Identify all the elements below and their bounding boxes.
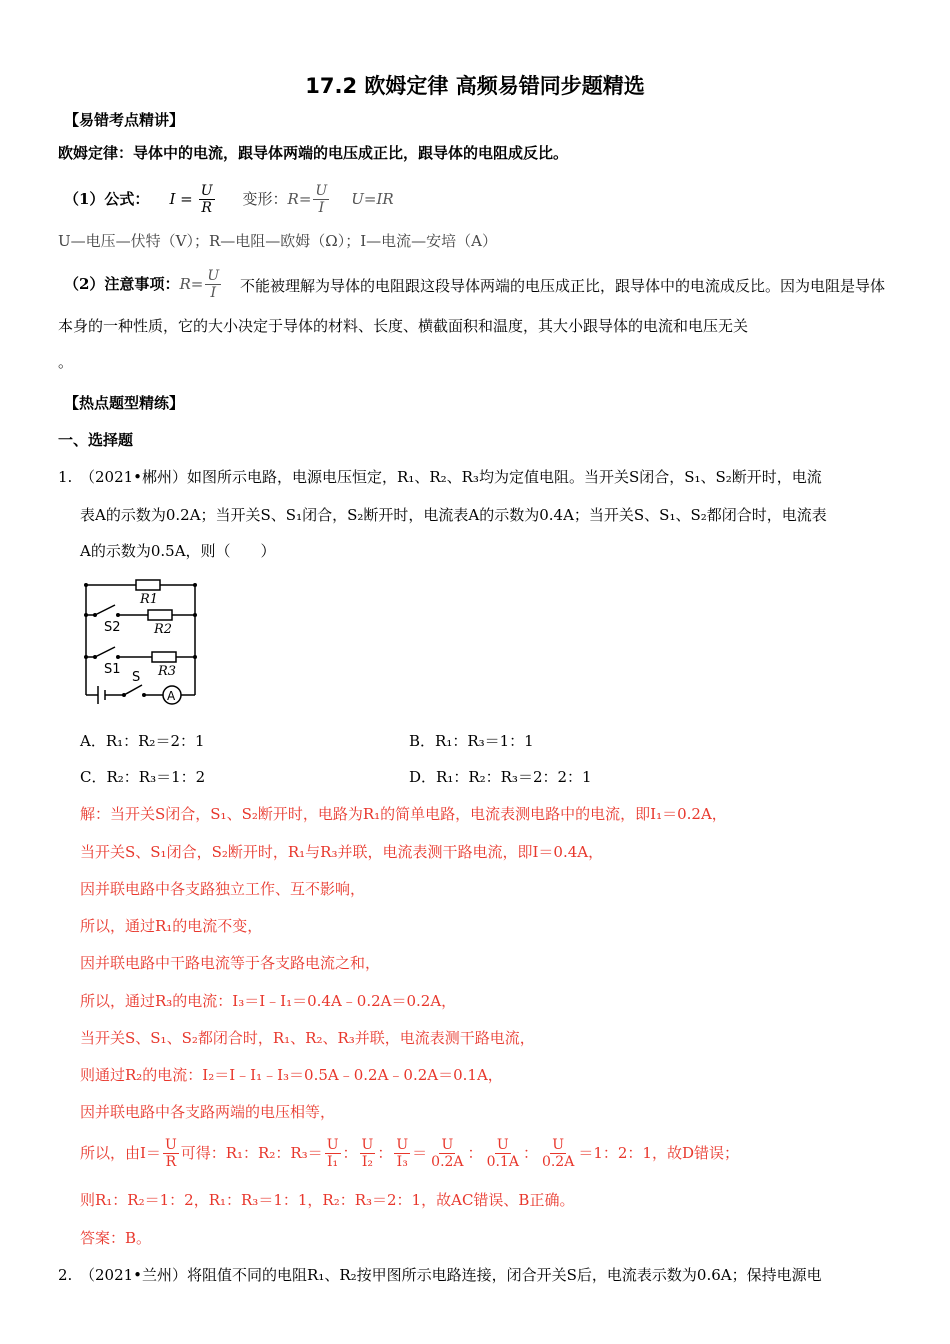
formula-label: （1）公式： — [64, 190, 150, 208]
q1-solution-final: 则R₁：R₂＝1：2，R₁：R₃＝1：1，R₂：R₃＝2：1，故AC错误、B正确。 — [80, 1191, 575, 1209]
q1-option-a[interactable]: A．R₁：R₂＝2：1 — [80, 732, 205, 750]
frac-u-i1: $\frac{U}{\text{I₁}}$ — [326, 1136, 339, 1170]
q1-answer: 答案：B。 — [80, 1229, 152, 1247]
label-r2: R2 — [154, 622, 173, 637]
label-r3: R3 — [158, 664, 177, 679]
switch-s1 — [95, 647, 115, 657]
formula-line — [64, 177, 394, 221]
frac-u-02a-2: $\frac{U}{0.2A}$ — [541, 1136, 575, 1170]
q1-solution-line: 解：当开关S闭合，S₁、S₂断开时，电路为R₁的简单电路，电流表测电路中的电流，即I₁＝0.2A， — [80, 805, 727, 823]
label-s1: S1 — [104, 662, 121, 677]
q1-solution-line: 所以，通过R₃的电流：I₃＝I﹣I₁＝0.4A﹣0.2A＝0.2A， — [80, 992, 457, 1010]
transform-fraction: $\frac{U}{I}$ — [315, 182, 328, 216]
frac-u-r: $\frac{U}{R}$ — [164, 1136, 177, 1170]
q1-solution-ratio: 所以，由I＝ $\frac{U}{R}$ 可得：R₁：R₂：R₃＝ $\frac{U}{\text{I₁}}$ ： $\frac{U}{\text{I₂}}$ ： $\frac{U}{\text{I₃}}$ ＝ $\frac{U}{0.2A}$ ： $\frac{U}{0.1A}$ ： $\frac{U}{0.2A}$ ＝1：2：1，故D错误； — [80, 1136, 739, 1170]
resistor-r2 — [148, 610, 172, 620]
q1-solution-line: 当开关S、S₁、S₂都闭合时，R₁、R₂、R₃并联，电流表测干路电流， — [80, 1029, 535, 1047]
q2-line1: （2021•兰州）将阻值不同的电阻R₁、R₂按甲图所示电路连接，闭合开关S后，电流表示数为0.6A；保持电源电 — [80, 1266, 822, 1284]
frac-u-01a: $\frac{U}{0.1A}$ — [486, 1136, 519, 1170]
q2-number: 2. — [58, 1266, 73, 1284]
label-s: S — [132, 670, 141, 685]
q1-line2: 表A的示数为0.2A；当开关S、S₁闭合，S₂断开时，电流表A的示数为0.4A；当开关S、S₁、S₂都闭合时，电流表 — [80, 506, 827, 524]
switch-s2 — [95, 605, 115, 615]
note-text: 不能被理解为导体的电阻跟这段导体两端的电压成正比，跟导体中的电流成反比。因为电阻是导体本身的一种性质，它的大小决定于导体的材料、长度、横截面积和温度，其大小跟导体的电流和电压无关 — [58, 277, 886, 335]
q1-option-c[interactable]: C．R₂：R₃＝1：2 — [80, 768, 206, 786]
section-subheading-choice: 一、选择题 — [58, 431, 134, 449]
q1-line1: （2021•郴州）如图所示电路，电源电压恒定，R₁、R₂、R₃均为定值电阻。当开关S闭合，S₁、S₂断开时，电流 — [80, 468, 822, 486]
q1-solution-line: 因并联电路中各支路独立工作、互不影响， — [80, 880, 366, 898]
label-r1: R1 — [140, 592, 159, 607]
label-a: A — [167, 689, 176, 703]
transform-u: U=IR — [351, 190, 394, 208]
note-r: R= — [179, 275, 204, 293]
q1-option-b[interactable]: B．R₁：R₃＝1：1 — [409, 732, 534, 750]
circuit-diagram — [82, 575, 207, 713]
note-label: （2）注意事项： — [64, 275, 180, 293]
transform-r: R= — [287, 190, 312, 208]
frac-u-02a: $\frac{U}{0.2A}$ — [431, 1136, 464, 1170]
formula-fraction: $\frac{U}{R}$ — [200, 182, 213, 216]
q1-option-d[interactable]: D．R₁：R₂：R₃＝2：2：1 — [409, 768, 592, 786]
note-end: 。 — [58, 353, 74, 371]
frac-u-i3: $\frac{U}{\text{I₃}}$ — [396, 1136, 409, 1170]
label-s2: S2 — [104, 620, 121, 635]
section-heading-practice: 【热点题型精练】 — [64, 394, 185, 412]
q1-solution-line: 所以，通过R₁的电流不变， — [80, 917, 263, 935]
q1-line3: A的示数为0.5A，则（ ） — [80, 542, 276, 560]
ohms-law-statement: 欧姆定律：导体中的电流，跟导体两端的电压成正比，跟导体的电阻成反比。 — [58, 144, 569, 162]
q1-solution-line: 因并联电路中各支路两端的电压相等， — [80, 1103, 336, 1121]
q1-number: 1. — [58, 468, 73, 486]
q1-solution-line: 则通过R₂的电流：I₂＝I﹣I₁﹣I₃＝0.5A﹣0.2A﹣0.2A＝0.1A， — [80, 1066, 503, 1084]
note-fraction: $\frac{U}{I}$ — [207, 267, 220, 301]
section-heading-key-points: 【易错考点精讲】 — [64, 111, 185, 129]
formula-i: I = — [169, 190, 193, 208]
frac-u-i2: $\frac{U}{\text{I₂}}$ — [361, 1136, 374, 1170]
resistor-r1 — [136, 580, 160, 590]
transform-label: 变形： — [242, 190, 288, 208]
resistor-r3 — [152, 652, 176, 662]
page-title: 17.2 欧姆定律 高频易错同步题精选 — [305, 74, 645, 98]
switch-s — [124, 685, 142, 695]
q1-solution-line: 因并联电路中干路电流等于各支路电流之和， — [80, 954, 381, 972]
units-line: U—电压—伏特（V）；R—电阻—欧姆（Ω）；I—电流—安培（A） — [58, 232, 497, 250]
q1-solution-line: 当开关S、S₁闭合，S₂断开时，R₁与R₃并联，电流表测干路电流，即I＝0.4A， — [80, 843, 604, 861]
